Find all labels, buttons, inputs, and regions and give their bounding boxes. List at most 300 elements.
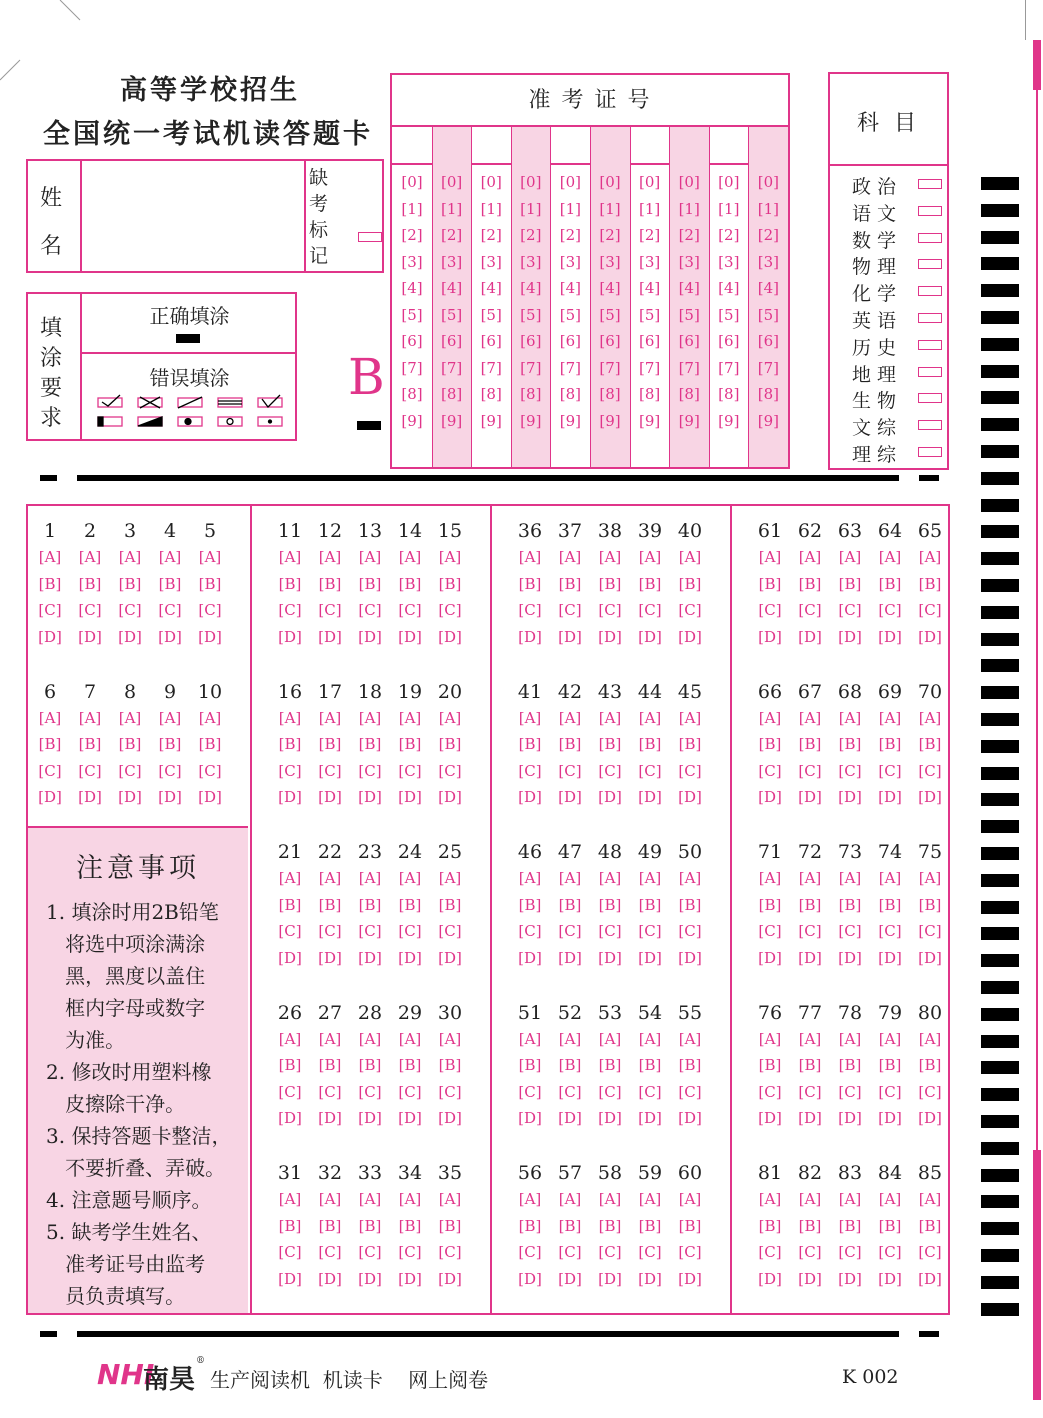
answer-bubble[interactable]: [C] [598,1082,622,1101]
answer-bubble[interactable]: [A] [838,1029,862,1048]
answer-bubble[interactable]: [B] [758,1056,782,1074]
admission-digit-bubble[interactable]: [8] [559,385,582,403]
admission-digit-input[interactable] [511,127,550,163]
answer-bubble[interactable]: [A] [358,548,382,566]
admission-digit-bubble[interactable]: [7] [480,358,502,377]
answer-bubble[interactable]: [A] [438,1029,462,1048]
admission-digit-bubble[interactable]: [4] [440,279,463,297]
answer-bubble[interactable]: [B] [358,735,382,753]
answer-bubble[interactable]: [D] [758,627,782,646]
admission-digit-bubble[interactable]: [0] [638,173,661,191]
answer-bubble[interactable]: [B] [598,1216,622,1235]
answer-bubble[interactable]: [C] [638,1243,662,1261]
admission-digit-bubble[interactable]: [0] [678,173,700,191]
admission-digit-bubble[interactable]: [6] [559,332,582,350]
admission-digit-bubble[interactable]: [1] [559,199,582,218]
admission-digit-bubble[interactable]: [8] [718,385,740,403]
answer-bubble[interactable]: [B] [598,895,622,914]
answer-bubble[interactable]: [C] [358,761,382,780]
answer-bubble[interactable]: [B] [78,735,102,753]
answer-bubble[interactable]: [C] [918,1082,942,1101]
admission-digit-bubble[interactable]: [9] [559,411,582,430]
answer-bubble[interactable]: [A] [838,708,862,727]
answer-bubble[interactable]: [B] [518,735,542,753]
answer-bubble[interactable]: [A] [878,708,902,727]
answer-bubble[interactable]: [C] [518,1243,542,1261]
answer-bubble[interactable]: [D] [838,627,862,646]
answer-bubble[interactable]: [D] [518,1109,542,1127]
subject-bubble[interactable] [918,340,942,350]
answer-bubble[interactable]: [D] [638,1269,662,1288]
answer-bubble[interactable]: [C] [598,1243,622,1261]
admission-digit-bubble[interactable]: [3] [559,252,582,271]
answer-bubble[interactable]: [D] [838,948,862,967]
answer-bubble[interactable]: [C] [558,1082,582,1101]
answer-bubble[interactable]: [D] [798,1269,822,1288]
answer-bubble[interactable]: [D] [398,948,422,967]
admission-digit-bubble[interactable]: [4] [401,279,423,297]
answer-bubble[interactable]: [A] [638,548,662,566]
answer-bubble[interactable]: [A] [78,708,102,727]
admission-digit-bubble[interactable]: [6] [638,332,661,350]
answer-bubble[interactable]: [A] [38,548,62,566]
admission-digit-bubble[interactable]: [6] [678,332,700,350]
answer-bubble[interactable]: [D] [678,948,702,967]
answer-bubble[interactable]: [D] [358,1269,382,1288]
answer-bubble[interactable]: [A] [438,708,462,727]
subject-bubble[interactable] [918,233,942,243]
answer-bubble[interactable]: [C] [38,601,62,619]
answer-bubble[interactable]: [A] [878,1029,902,1048]
answer-bubble[interactable]: [C] [438,1082,462,1101]
admission-digit-bubble[interactable]: [8] [401,385,423,403]
admission-digit-bubble[interactable]: [7] [401,358,423,377]
answer-bubble[interactable]: [B] [318,895,342,914]
admission-digit-input[interactable] [630,127,669,163]
admission-digit-bubble[interactable]: [7] [718,358,740,377]
answer-bubble[interactable]: [D] [878,948,902,967]
answer-bubble[interactable]: [B] [438,1216,462,1235]
answer-bubble[interactable]: [B] [758,895,782,914]
answer-bubble[interactable]: [D] [518,627,542,646]
answer-bubble[interactable]: [C] [318,1243,342,1261]
admission-digit-bubble[interactable]: [6] [718,332,740,350]
answer-bubble[interactable]: [A] [918,708,942,727]
answer-bubble[interactable]: [C] [438,761,462,780]
answer-bubble[interactable]: [D] [158,627,182,646]
answer-bubble[interactable]: [B] [398,735,422,753]
admission-digit-bubble[interactable]: [5] [678,305,700,324]
answer-bubble[interactable]: [A] [278,708,302,727]
answer-bubble[interactable]: [C] [758,601,782,619]
answer-bubble[interactable]: [B] [798,1056,822,1074]
answer-bubble[interactable]: [A] [278,869,302,887]
answer-bubble[interactable]: [A] [78,548,102,566]
answer-bubble[interactable]: [B] [158,735,182,753]
answer-bubble[interactable]: [D] [678,788,702,806]
answer-bubble[interactable]: [B] [918,735,942,753]
admission-digit-bubble[interactable]: [2] [559,226,582,244]
answer-bubble[interactable]: [D] [918,788,942,806]
answer-bubble[interactable]: [A] [678,1029,702,1048]
answer-bubble[interactable]: [D] [518,1269,542,1288]
admission-digit-bubble[interactable]: [4] [599,279,621,297]
answer-bubble[interactable]: [B] [318,1056,342,1074]
answer-bubble[interactable]: [D] [318,948,342,967]
answer-bubble[interactable]: [D] [598,1109,622,1127]
answer-bubble[interactable]: [D] [838,1269,862,1288]
admission-digit-bubble[interactable]: [5] [559,305,582,324]
answer-bubble[interactable]: [A] [518,548,542,566]
answer-bubble[interactable]: [B] [518,1056,542,1074]
admission-digit-bubble[interactable]: [5] [480,305,502,324]
admission-digit-bubble[interactable]: [9] [440,411,463,430]
admission-digit-bubble[interactable]: [3] [480,252,502,271]
answer-bubble[interactable]: [B] [318,735,342,753]
subject-bubble[interactable] [918,313,942,323]
answer-bubble[interactable]: [B] [398,574,422,593]
admission-digit-bubble[interactable]: [8] [678,385,700,403]
admission-digit-bubble[interactable]: [2] [520,226,542,244]
answer-bubble[interactable]: [A] [798,1190,822,1208]
answer-bubble[interactable]: [C] [398,922,422,940]
answer-bubble[interactable]: [B] [438,895,462,914]
answer-bubble[interactable]: [C] [158,601,182,619]
answer-bubble[interactable]: [A] [518,1029,542,1048]
admission-digit-bubble[interactable]: [2] [678,226,700,244]
admission-digit-bubble[interactable]: [5] [520,305,542,324]
admission-digit-bubble[interactable]: [0] [401,173,423,191]
answer-bubble[interactable]: [B] [638,1056,662,1074]
answer-bubble[interactable]: [A] [438,548,462,566]
answer-bubble[interactable]: [B] [438,574,462,593]
answer-bubble[interactable]: [A] [638,869,662,887]
answer-bubble[interactable]: [D] [638,1109,662,1127]
answer-bubble[interactable]: [D] [638,948,662,967]
answer-bubble[interactable]: [B] [398,895,422,914]
answer-bubble[interactable]: [A] [38,708,62,727]
answer-bubble[interactable]: [D] [278,788,302,806]
answer-bubble[interactable]: [C] [758,1082,782,1101]
admission-digit-bubble[interactable]: [1] [520,199,542,218]
answer-bubble[interactable]: [A] [398,1029,422,1048]
admission-digit-bubble[interactable]: [7] [559,358,582,377]
answer-bubble[interactable]: [B] [118,574,142,593]
answer-bubble[interactable]: [B] [798,1216,822,1235]
answer-bubble[interactable]: [C] [798,1243,822,1261]
answer-bubble[interactable]: [C] [678,601,702,619]
answer-bubble[interactable]: [D] [398,1269,422,1288]
answer-bubble[interactable]: [D] [638,627,662,646]
admission-digit-bubble[interactable]: [7] [599,358,621,377]
answer-bubble[interactable]: [B] [438,1056,462,1074]
answer-bubble[interactable]: [C] [438,922,462,940]
answer-bubble[interactable]: [B] [678,1216,702,1235]
answer-bubble[interactable]: [D] [558,627,582,646]
admission-digit-bubble[interactable]: [4] [559,279,582,297]
answer-bubble[interactable]: [A] [278,548,302,566]
answer-bubble[interactable]: [A] [358,1029,382,1048]
admission-digit-bubble[interactable]: [7] [757,358,780,377]
answer-bubble[interactable]: [D] [198,627,222,646]
answer-bubble[interactable]: [C] [438,1243,462,1261]
admission-digit-bubble[interactable]: [6] [401,332,423,350]
admission-digit-input[interactable] [748,127,787,163]
answer-bubble[interactable]: [A] [358,1190,382,1208]
answer-bubble[interactable]: [C] [918,761,942,780]
answer-bubble[interactable]: [B] [798,735,822,753]
answer-bubble[interactable]: [C] [638,601,662,619]
admission-digit-bubble[interactable]: [0] [480,173,502,191]
answer-bubble[interactable]: [D] [758,1269,782,1288]
answer-bubble[interactable]: [A] [318,548,342,566]
answer-bubble[interactable]: [B] [518,895,542,914]
answer-bubble[interactable]: [D] [318,627,342,646]
answer-bubble[interactable]: [A] [638,708,662,727]
admission-digit-bubble[interactable]: [5] [599,305,621,324]
answer-bubble[interactable]: [A] [598,548,622,566]
subject-bubble[interactable] [918,286,942,296]
admission-digit-bubble[interactable]: [0] [440,173,463,191]
admission-digit-bubble[interactable]: [4] [638,279,661,297]
answer-bubble[interactable]: [D] [918,1269,942,1288]
answer-bubble[interactable]: [A] [878,869,902,887]
admission-digit-bubble[interactable]: [7] [520,358,542,377]
admission-digit-bubble[interactable]: [3] [757,252,780,271]
answer-bubble[interactable]: [B] [358,574,382,593]
subject-bubble[interactable] [918,206,942,216]
admission-digit-bubble[interactable]: [0] [757,173,780,191]
admission-digit-bubble[interactable]: [9] [757,411,780,430]
answer-bubble[interactable]: [B] [678,1056,702,1074]
answer-bubble[interactable]: [A] [678,1190,702,1208]
answer-bubble[interactable]: [C] [878,922,902,940]
admission-digit-bubble[interactable]: [9] [638,411,661,430]
answer-bubble[interactable]: [D] [358,788,382,806]
answer-bubble[interactable]: [B] [598,574,622,593]
answer-bubble[interactable]: [D] [918,1109,942,1127]
admission-digit-bubble[interactable]: [7] [678,358,700,377]
answer-bubble[interactable]: [A] [318,1190,342,1208]
answer-bubble[interactable]: [B] [918,895,942,914]
admission-digit-bubble[interactable]: [8] [638,385,661,403]
answer-bubble[interactable]: [A] [918,1029,942,1048]
answer-bubble[interactable]: [C] [278,601,302,619]
answer-bubble[interactable]: [D] [278,948,302,967]
admission-digit-bubble[interactable]: [9] [718,411,740,430]
answer-bubble[interactable]: [A] [318,708,342,727]
answer-bubble[interactable]: [A] [798,708,822,727]
answer-bubble[interactable]: [B] [558,1216,582,1235]
answer-bubble[interactable]: [D] [878,788,902,806]
admission-digit-bubble[interactable]: [2] [480,226,502,244]
answer-bubble[interactable]: [B] [918,574,942,593]
admission-digit-input[interactable] [669,127,708,163]
answer-bubble[interactable]: [C] [918,1243,942,1261]
admission-digit-bubble[interactable]: [9] [520,411,542,430]
answer-bubble[interactable]: [C] [318,761,342,780]
answer-bubble[interactable]: [B] [878,735,902,753]
answer-bubble[interactable]: [A] [838,869,862,887]
answer-bubble[interactable]: [C] [838,922,862,940]
answer-bubble[interactable]: [A] [558,708,582,727]
answer-bubble[interactable]: [C] [678,922,702,940]
answer-bubble[interactable]: [B] [878,1216,902,1235]
answer-bubble[interactable]: [A] [798,1029,822,1048]
answer-bubble[interactable]: [D] [278,1269,302,1288]
answer-bubble[interactable]: [B] [118,735,142,753]
answer-bubble[interactable]: [C] [518,1082,542,1101]
answer-bubble[interactable]: [A] [158,548,182,566]
answer-bubble[interactable]: [C] [838,1243,862,1261]
admission-digit-input[interactable] [590,127,629,163]
subject-bubble[interactable] [918,259,942,269]
answer-bubble[interactable]: [B] [798,895,822,914]
answer-bubble[interactable]: [C] [558,922,582,940]
answer-bubble[interactable]: [A] [438,869,462,887]
admission-digit-bubble[interactable]: [3] [401,252,423,271]
answer-bubble[interactable]: [B] [278,735,302,753]
answer-bubble[interactable]: [C] [278,922,302,940]
answer-bubble[interactable]: [C] [758,922,782,940]
answer-bubble[interactable]: [D] [838,788,862,806]
answer-bubble[interactable]: [D] [518,948,542,967]
answer-bubble[interactable]: [D] [318,1269,342,1288]
answer-bubble[interactable]: [D] [358,1109,382,1127]
admission-digit-bubble[interactable]: [1] [440,199,463,218]
answer-bubble[interactable]: [C] [798,922,822,940]
answer-bubble[interactable]: [A] [198,708,222,727]
admission-digit-bubble[interactable]: [1] [401,199,423,218]
answer-bubble[interactable]: [D] [518,788,542,806]
answer-bubble[interactable]: [D] [678,627,702,646]
answer-bubble[interactable]: [D] [118,788,142,806]
answer-bubble[interactable]: [C] [198,601,222,619]
answer-bubble[interactable]: [B] [398,1216,422,1235]
admission-digit-input[interactable] [550,127,589,163]
answer-bubble[interactable]: [C] [918,601,942,619]
answer-bubble[interactable]: [C] [78,761,102,780]
answer-bubble[interactable]: [D] [838,1109,862,1127]
admission-digit-bubble[interactable]: [9] [401,411,423,430]
answer-bubble[interactable]: [B] [878,1056,902,1074]
admission-digit-bubble[interactable]: [8] [440,385,463,403]
admission-digit-bubble[interactable]: [0] [520,173,542,191]
answer-bubble[interactable]: [C] [598,761,622,780]
admission-digit-bubble[interactable]: [7] [440,358,463,377]
answer-bubble[interactable]: [B] [838,735,862,753]
answer-bubble[interactable]: [C] [798,761,822,780]
answer-bubble[interactable]: [A] [638,1029,662,1048]
answer-bubble[interactable]: [B] [398,1056,422,1074]
answer-bubble[interactable]: [A] [878,1190,902,1208]
answer-bubble[interactable]: [D] [398,627,422,646]
answer-bubble[interactable]: [C] [358,922,382,940]
answer-bubble[interactable]: [D] [758,948,782,967]
answer-bubble[interactable]: [B] [838,1216,862,1235]
answer-bubble[interactable]: [C] [878,1243,902,1261]
answer-bubble[interactable]: [A] [398,548,422,566]
answer-bubble[interactable]: [B] [278,1056,302,1074]
answer-bubble[interactable]: [D] [318,788,342,806]
answer-bubble[interactable]: [C] [318,922,342,940]
answer-bubble[interactable]: [B] [78,574,102,593]
answer-bubble[interactable]: [C] [678,1082,702,1101]
answer-bubble[interactable]: [B] [838,1056,862,1074]
answer-bubble[interactable]: [B] [678,735,702,753]
answer-bubble[interactable]: [D] [278,1109,302,1127]
answer-bubble[interactable]: [B] [198,735,222,753]
answer-bubble[interactable]: [D] [558,788,582,806]
answer-bubble[interactable]: [B] [278,895,302,914]
answer-bubble[interactable]: [B] [678,895,702,914]
admission-digit-bubble[interactable]: [3] [718,252,740,271]
answer-bubble[interactable]: [C] [78,601,102,619]
answer-bubble[interactable]: [B] [558,1056,582,1074]
answer-bubble[interactable]: [A] [838,548,862,566]
answer-bubble[interactable]: [A] [318,869,342,887]
answer-bubble[interactable]: [A] [278,1190,302,1208]
admission-digit-bubble[interactable]: [7] [638,358,661,377]
answer-bubble[interactable]: [C] [278,761,302,780]
answer-bubble[interactable]: [B] [38,735,62,753]
answer-bubble[interactable]: [D] [798,1109,822,1127]
answer-bubble[interactable]: [D] [558,1269,582,1288]
answer-bubble[interactable]: [D] [598,948,622,967]
answer-bubble[interactable]: [B] [278,1216,302,1235]
admission-digit-bubble[interactable]: [2] [440,226,463,244]
answer-bubble[interactable]: [B] [758,1216,782,1235]
answer-bubble[interactable]: [D] [798,627,822,646]
admission-digit-bubble[interactable]: [1] [480,199,502,218]
answer-bubble[interactable]: [A] [398,708,422,727]
answer-bubble[interactable]: [C] [558,761,582,780]
answer-bubble[interactable]: [B] [318,1216,342,1235]
answer-bubble[interactable]: [D] [278,627,302,646]
answer-bubble[interactable]: [A] [438,1190,462,1208]
answer-bubble[interactable]: [D] [38,788,62,806]
answer-bubble[interactable]: [A] [318,1029,342,1048]
answer-bubble[interactable]: [B] [878,574,902,593]
admission-digit-bubble[interactable]: [4] [520,279,542,297]
admission-digit-bubble[interactable]: [6] [599,332,621,350]
answer-bubble[interactable]: [C] [838,1082,862,1101]
answer-bubble[interactable]: [D] [598,788,622,806]
answer-bubble[interactable]: [A] [518,869,542,887]
answer-bubble[interactable]: [C] [798,601,822,619]
answer-bubble[interactable]: [A] [118,708,142,727]
answer-bubble[interactable]: [C] [398,761,422,780]
admission-digit-bubble[interactable]: [9] [599,411,621,430]
answer-bubble[interactable]: [B] [558,895,582,914]
answer-bubble[interactable]: [D] [558,1109,582,1127]
admission-digit-bubble[interactable]: [1] [599,199,621,218]
answer-bubble[interactable]: [D] [158,788,182,806]
answer-bubble[interactable]: [A] [558,1029,582,1048]
answer-bubble[interactable]: [C] [358,1243,382,1261]
answer-bubble[interactable]: [B] [358,895,382,914]
answer-bubble[interactable]: [A] [398,869,422,887]
answer-bubble[interactable]: [C] [438,601,462,619]
answer-bubble[interactable]: [B] [518,574,542,593]
answer-bubble[interactable]: [B] [358,1216,382,1235]
answer-bubble[interactable]: [C] [678,761,702,780]
answer-bubble[interactable]: [D] [598,627,622,646]
answer-bubble[interactable]: [A] [358,708,382,727]
subject-bubble[interactable] [918,367,942,377]
answer-bubble[interactable]: [A] [358,869,382,887]
admission-digit-bubble[interactable]: [5] [638,305,661,324]
